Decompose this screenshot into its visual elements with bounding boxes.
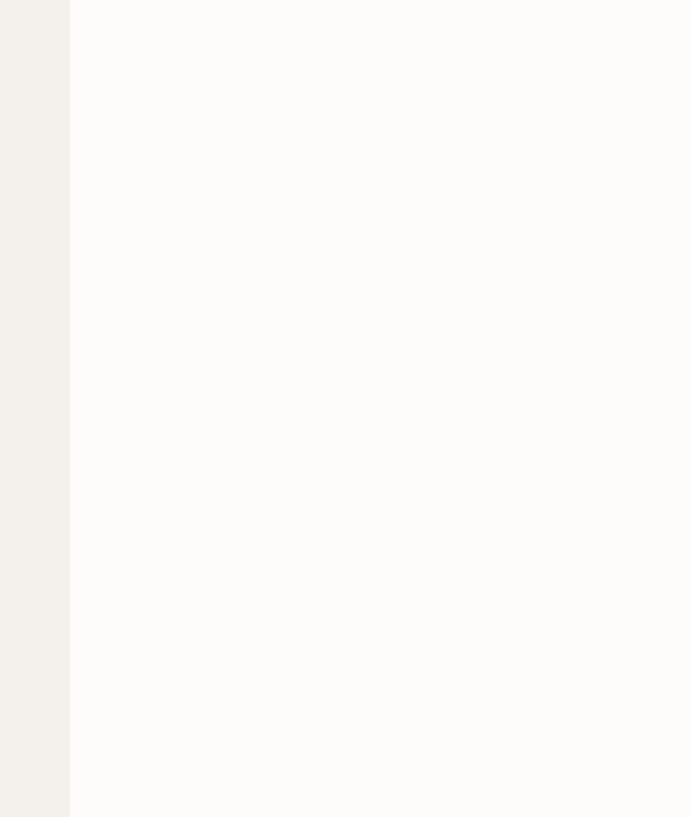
spiral-binding: [0, 0, 70, 817]
ruled-lines: [84, 0, 644, 817]
